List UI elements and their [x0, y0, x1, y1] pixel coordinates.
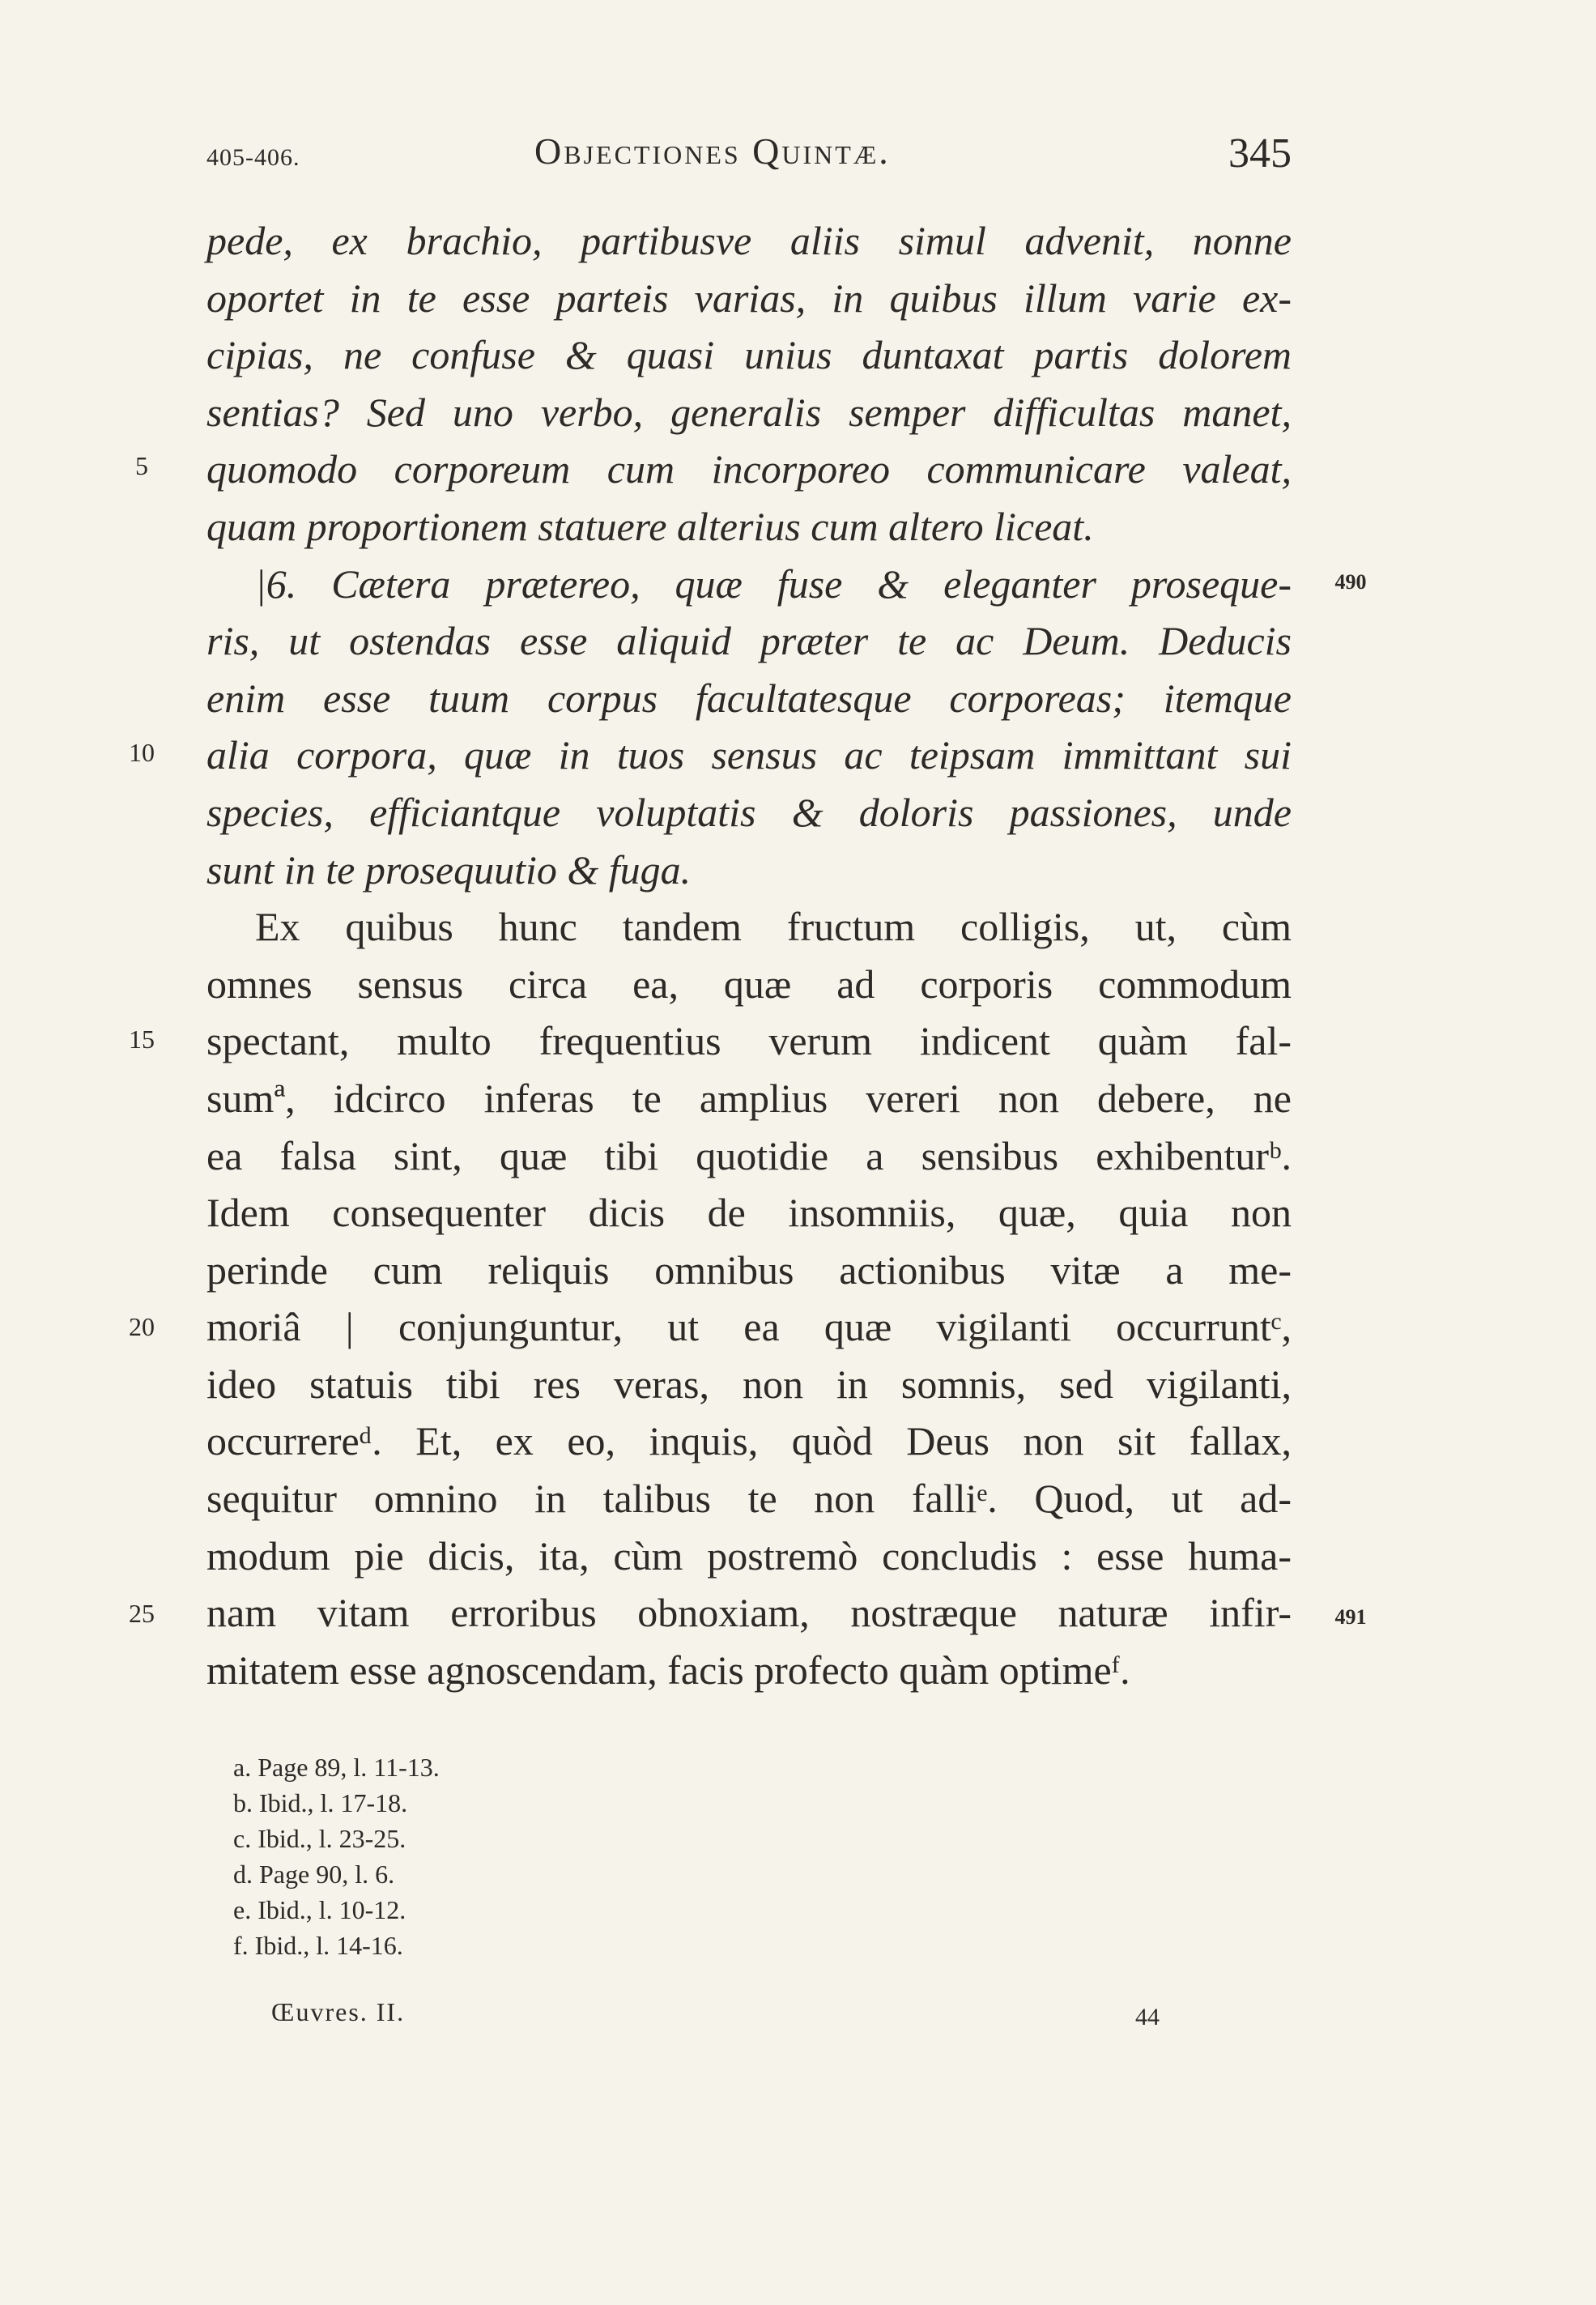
- text-line: |6. Cætera prætereo, quæ fuse & eleganter proseque-: [255, 560, 1292, 607]
- body-text: [206, 212, 1292, 1698]
- footnote-text: Page 90, l. 6.: [259, 1860, 395, 1889]
- line-number: 5: [135, 451, 148, 480]
- volume-signature: Œuvres. II.: [271, 1997, 406, 2026]
- page-number: 345: [1228, 130, 1292, 177]
- footnote: [233, 1785, 440, 1821]
- text-line: moriâ | conjunguntur, ut ea quæ vigilanti occurruntᶜ,: [206, 1304, 1292, 1350]
- sheet-signature: 44: [1135, 2004, 1160, 2030]
- line-number: 15: [129, 1025, 155, 1054]
- text-line: spectant, multo frequentius verum indicent quàm fal-: [206, 1018, 1292, 1064]
- footnote-text: Ibid., l. 23-25.: [257, 1824, 406, 1853]
- footnote-text: Page 89, l. 11-13.: [257, 1753, 440, 1782]
- footnote-text: Ibid., l. 10-12.: [257, 1895, 406, 1924]
- text-line: alia corpora, quæ in tuos sensus ac teipsam immittant sui: [206, 732, 1292, 778]
- text-line: pede, ex brachio, partibusve aliis simul advenit, nonne: [206, 218, 1292, 263]
- footnote: [233, 1856, 440, 1892]
- text-line: sequitur omnino in talibus te non falliᵉ. Quod, ut ad-: [206, 1476, 1292, 1522]
- text-line: mitatem esse agnoscendam, facis profecto quàm optimeᶠ.: [206, 1647, 1130, 1693]
- margin-number: 491: [1334, 1605, 1367, 1629]
- text-line: species, efficiantque voluptatis & doloris passiones, unde: [206, 789, 1292, 835]
- text-line: perinde cum reliquis omnibus actionibus vitæ a me-: [206, 1246, 1292, 1293]
- footnote-label: a.: [233, 1753, 252, 1782]
- text-line: oportet in te esse parteis varias, in quibus illum varie ex-: [206, 275, 1292, 321]
- text-line: cipias, ne confuse & quasi unius duntaxat partis dolorem: [206, 332, 1292, 378]
- footnote: [233, 1892, 440, 1928]
- footnote-label: f.: [233, 1931, 249, 1960]
- footnote-label: c.: [233, 1824, 252, 1853]
- text-line: modum pie dicis, ita, cùm postremò concludis : esse huma-: [206, 1532, 1292, 1579]
- page-header: [206, 130, 1292, 186]
- text-line: Idem consequenter dicis de insomniis, quæ, quia non: [206, 1190, 1292, 1236]
- footnote-text: Ibid., l. 14-16.: [254, 1931, 403, 1960]
- footnotes: [233, 1749, 440, 1963]
- footnote-label: b.: [233, 1788, 253, 1817]
- footnote-text: Ibid., l. 17-18.: [259, 1788, 408, 1817]
- text-line: ideo statuis tibi res veras, non in somnis, sed vigilanti,: [206, 1361, 1292, 1407]
- line-number: 20: [129, 1312, 155, 1341]
- line-number: 10: [129, 738, 155, 767]
- text-line: quam proportionem statuere alterius cum altero liceat.: [206, 503, 1094, 549]
- page-range: 405-406.: [206, 144, 300, 171]
- text-line: Ex quibus hunc tandem fructum colligis, ut, cùm: [255, 904, 1292, 950]
- text-line: ris, ut ostendas esse aliquid præter te ac Deum. Deducis: [206, 618, 1292, 664]
- text-line: enim esse tuum corpus facultatesque corporeas; itemque: [206, 675, 1292, 721]
- text-line: nam vitam erroribus obnoxiam, nostræque naturæ infir-: [206, 1590, 1292, 1636]
- text-line: sunt in te prosequutio & fuga.: [206, 846, 692, 893]
- text-line: omnes sensus circa ea, quæ ad corporis commodum: [206, 961, 1292, 1007]
- footnote-label: e.: [233, 1895, 252, 1924]
- text-line: sumª, idcirco inferas te amplius vereri non debere, ne: [206, 1075, 1292, 1121]
- footnote: [233, 1821, 440, 1856]
- running-title: Objectiones Quintæ.: [534, 130, 891, 172]
- footnote: [233, 1749, 440, 1785]
- footnote: [233, 1928, 440, 1963]
- text-line: ea falsa sint, quæ tibi quotidie a sensibus exhibenturᵇ.: [206, 1132, 1292, 1178]
- text-line: occurrereᵈ. Et, ex eo, inquis, quòd Deus non sit fallax,: [206, 1418, 1292, 1464]
- text-line: quomodo corporeum cum incorporeo communicare valeat,: [206, 446, 1292, 492]
- text-line: sentias? Sed uno verbo, generalis semper difficultas manet,: [206, 389, 1292, 435]
- footnote-label: d.: [233, 1860, 253, 1889]
- margin-number: 490: [1334, 570, 1367, 594]
- line-number: 25: [129, 1599, 155, 1628]
